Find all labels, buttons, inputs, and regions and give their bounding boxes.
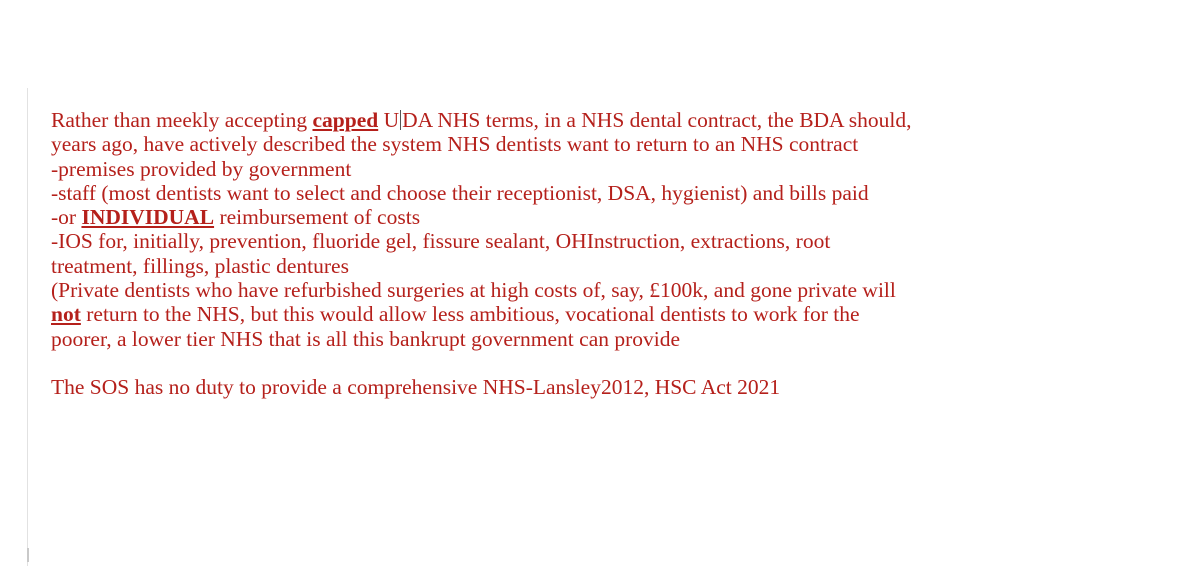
text-segment: return to the NHS, but this would allow less ambitious, vocational dentists to work for the <box>80 302 860 327</box>
text-line-4: -staff (most dentists want to select and choose their receptionist, DSA, hygienist) and bills paid <box>51 180 869 205</box>
text-segment: DA NHS terms, in a NHS dental contract, the BDA should, <box>402 108 912 132</box>
text-line-9 <box>51 302 1191 326</box>
text-line-3: -premises provided by government <box>51 156 352 181</box>
text-segment: -or <box>51 205 82 230</box>
text-segment: reimbursement of costs <box>214 205 421 230</box>
emphasis-individual: INDIVIDUAL <box>81 205 215 230</box>
text-segment: Rather than meekly accepting <box>51 108 313 132</box>
text-line-10: poorer, a lower tier NHS that is all this bankrupt government can provide <box>51 326 681 351</box>
text-line-8: (Private dentists who have refurbished surgeries at high costs of, say, £100k, and gone private will <box>51 278 896 303</box>
text-line-5 <box>51 205 1191 229</box>
text-line-7: treatment, fillings, plastic dentures <box>51 253 349 278</box>
paragraph-gap <box>51 351 1191 375</box>
document-text-body[interactable] <box>51 108 1191 400</box>
text-line-11: The SOS has no duty to provide a comprehensive NHS-Lansley2012, HSC Act 2021 <box>51 375 781 400</box>
text-line-1 <box>51 108 1191 132</box>
page-margin-tick <box>27 548 29 562</box>
text-line-2: years ago, have actively described the system NHS dentists want to return to an NHS contract <box>51 132 859 157</box>
text-cursor <box>400 110 401 130</box>
emphasis-not: not <box>51 302 81 327</box>
text-line-6: -IOS for, initially, prevention, fluoride gel, fissure sealant, OHInstruction, extractions, root <box>51 229 831 254</box>
text-segment: U <box>378 108 400 132</box>
emphasis-capped: capped <box>312 108 379 132</box>
page-margin-line <box>27 88 28 566</box>
